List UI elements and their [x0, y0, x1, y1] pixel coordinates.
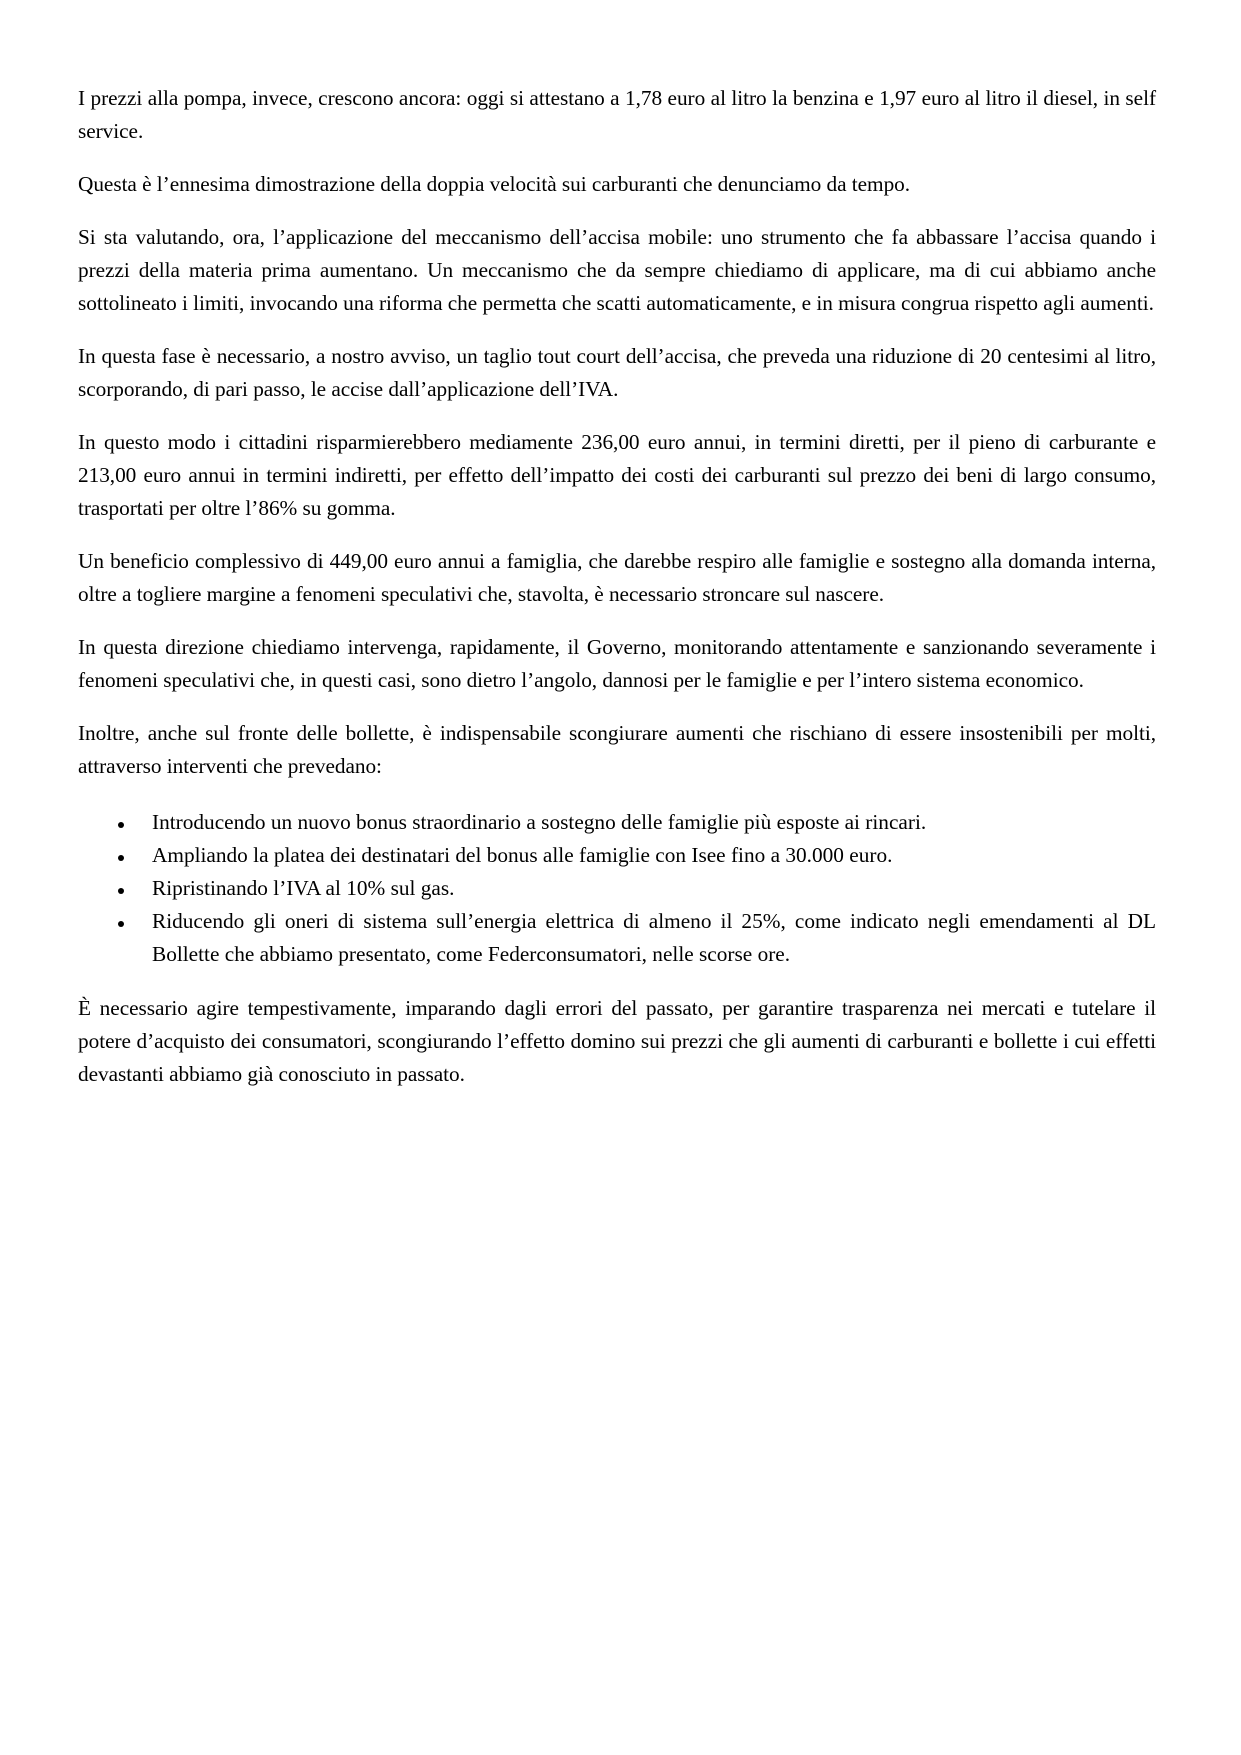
list-item [78, 806, 1156, 839]
list-item-text: Ripristinando l’IVA al 10% sul gas. [152, 876, 455, 900]
paragraph-fuel-prices: I prezzi alla pompa, invece, crescono ancora: oggi si attestano a 1,78 euro al litro la benzina e 1,97 euro al litro il diesel, in self service. [78, 86, 1156, 143]
paragraph-excise-cut: In questa fase è necessario, a nostro avviso, un taglio tout court dell’accisa, che preveda una riduzione di 20 centesimi al litro, scorporando, di pari passo, le accise dall’applicazione dell’IVA. [78, 344, 1156, 401]
list-item [78, 905, 1156, 971]
paragraph-mobile-excise: Si sta valutando, ora, l’applicazione del meccanismo dell’accisa mobile: uno strumento che fa abbassare l’accisa quando i prezzi della materia prima aumentano. Un meccanismo che da sempre chiediamo di applicare, ma di cui abbiamo anche sottolineato i limiti, invocando una riforma che permetta che scatti automaticamente, e in misura congrua rispetto agli aumenti. [78, 225, 1156, 315]
paragraph-double-speed: Questa è l’ennesima dimostrazione della doppia velocità sui carburanti che denunciamo da tempo. [78, 172, 911, 196]
list-item-text: Riducendo gli oneri di sistema sull’energia elettrica di almeno il 25%, come indicato negli emendamenti al DL Bollette che abbiamo presentato, come Federconsumatori, nelle scorse ore. [152, 909, 1156, 966]
paragraph-bills-intro: Inoltre, anche sul fronte delle bollette, è indispensabile scongiurare aumenti che rischiano di essere insostenibili per molti, attraverso interventi che prevedano: [78, 721, 1156, 778]
list-item-text: Introducendo un nuovo bonus straordinario a sostegno delle famiglie più esposte ai rincari. [152, 810, 927, 834]
list-item-text: Ampliando la platea dei destinatari del bonus alle famiglie con Isee fino a 30.000 euro. [152, 843, 893, 867]
paragraph-savings: In questo modo i cittadini risparmierebbero mediamente 236,00 euro annui, in termini diretti, per il pieno di carburante e 213,00 euro annui in termini indiretti, per effetto dell’impatto dei costi dei carburanti sul prezzo dei beni di largo consumo, trasportati per oltre l’86% su gomma. [78, 430, 1156, 520]
paragraph-government: In questa direzione chiediamo intervenga, rapidamente, il Governo, monitorando attentamente e sanzionando severamente i fenomeni speculativi che, in questi casi, sono dietro l’angolo, dannosi per le famiglie e per l’intero sistema economico. [78, 635, 1156, 692]
paragraph-overall-benefit: Un beneficio complessivo di 449,00 euro annui a famiglia, che darebbe respiro alle famiglie e sostegno alla domanda interna, oltre a togliere margine a fenomeni speculativi che, stavolta, è necessario stroncare sul nascere. [78, 549, 1156, 606]
list-item [78, 872, 1156, 905]
measures-list [78, 806, 1156, 971]
paragraph-closing: È necessario agire tempestivamente, imparando dagli errori del passato, per garantire trasparenza nei mercati e tutelare il potere d’acquisto dei consumatori, scongiurando l’effetto domino sui prezzi che gli aumenti di carburanti e bollette i cui effetti devastanti abbiamo già conosciuto in passato. [78, 996, 1156, 1086]
document-page [78, 82, 1156, 1111]
list-item [78, 839, 1156, 872]
